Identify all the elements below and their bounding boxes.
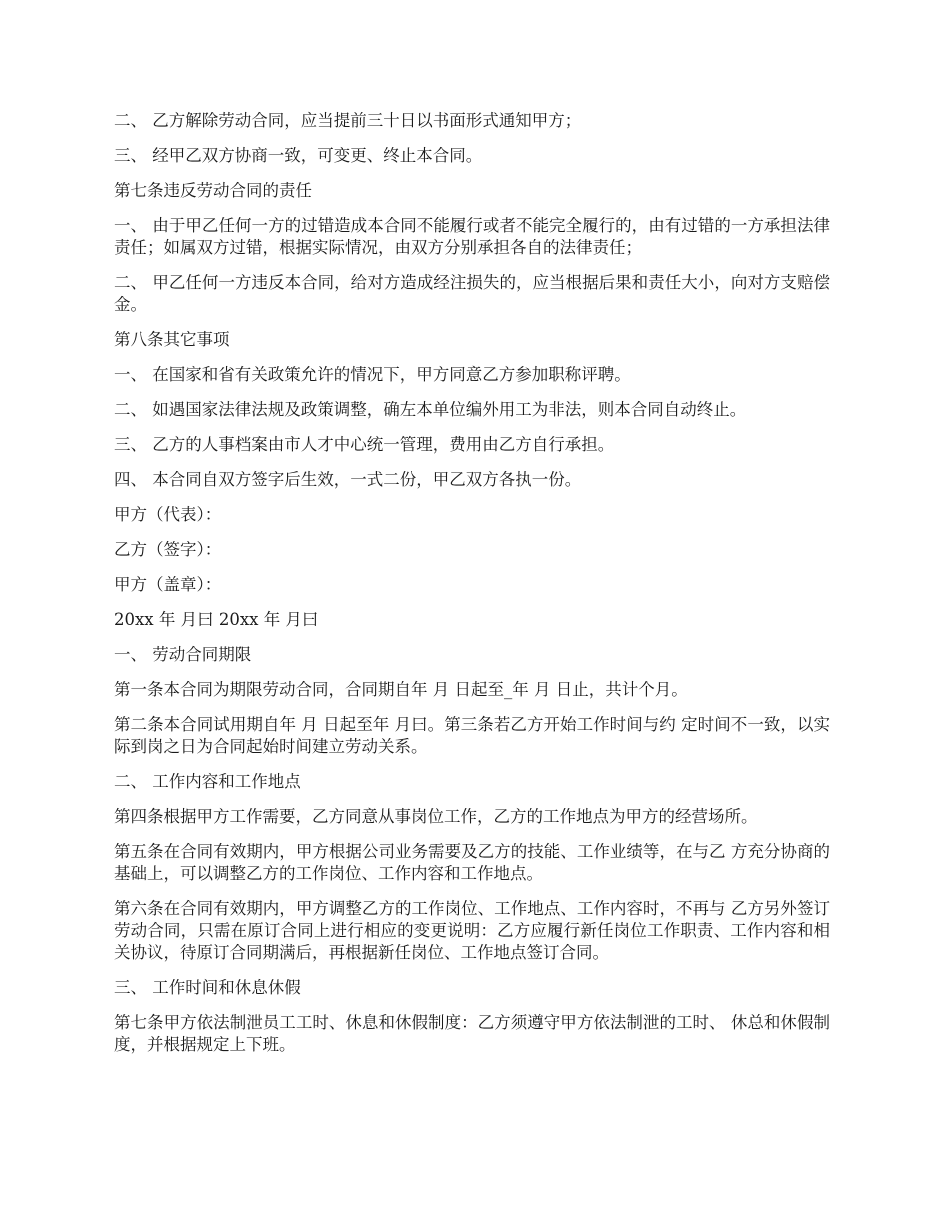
paragraph: 一、 在国家和省有关政策允许的情况下，甲方同意乙方参加职称评聘。 bbox=[114, 365, 631, 384]
date-line: 20xx 年 月曰 20xx 年 月曰 bbox=[114, 610, 319, 629]
section-heading: 第七条违反劳动合同的责任 bbox=[114, 181, 312, 200]
paragraph: 四、 本合同自双方签字后生效，一式二份，甲乙双方各执一份。 bbox=[114, 470, 582, 489]
paragraph: 一、 由于甲乙任何一方的过错造成本合同不能履行或者不能完全履行的，由有过错的一方承担法律责任；如属双方过错，根据实际情况，由双方分别承担各自的法律责任； bbox=[114, 216, 830, 257]
paragraph: 第四条根据甲方工作需要，乙方同意从事岗位工作，乙方的工作地点为甲方的经营场所。 bbox=[114, 807, 758, 826]
signature-line-party-b-signature: 乙方（签字）： bbox=[114, 540, 222, 559]
signature-line-party-a-representative: 甲方（代表）： bbox=[114, 505, 222, 524]
paragraph: 第七条甲方依法制泄员工工时、休息和休假制度：乙方须遵守甲方依法制泄的工时、 休总和休假制度，并根据规定上下班。 bbox=[114, 1013, 830, 1054]
paragraph: 三、 经甲乙双方协商一致，可变更、终止本合同。 bbox=[114, 146, 483, 165]
paragraph: 二、 如遇国家法律法规及政策调整，确左本单位编外用工为非法，则本合同自动终止。 bbox=[114, 400, 747, 419]
section-heading: 三、 工作时间和休息休假 bbox=[114, 978, 301, 997]
paragraph: 第五条在合同有效期内，甲方根据公司业务需要及乙方的技能、工作业绩等，在与乙 方充分协商的基础上，可以调整乙方的工作岗位、工作内容和工作地点。 bbox=[114, 842, 830, 883]
paragraph: 三、 乙方的人事档案由市人才中心统一管理，费用由乙方自行承担。 bbox=[114, 435, 615, 454]
section-heading: 第八条其它事项 bbox=[114, 330, 230, 349]
section-heading: 一、 劳动合同期限 bbox=[114, 645, 252, 664]
paragraph: 第六条在合同有效期内，甲方调整乙方的工作岗位、工作地点、工作内容时，不再与 乙方另外签订劳动合同，只需在原订合同上进行相应的变更说明：乙方应履行新任岗位工作职责、工作内容和相关协议，待原订合同期满后，再根据新任岗位、工作地点签订合同。 bbox=[114, 899, 830, 962]
paragraph: 二、 乙方解除劳动合同，应当提前三十日以书面形式通知甲方； bbox=[114, 111, 582, 130]
paragraph: 二、 甲乙任何一方违反本合同，给对方造成经注损失的，应当根据后果和责任大小，向对方支赔偿金。 bbox=[114, 273, 830, 314]
section-heading: 二、 工作内容和工作地点 bbox=[114, 772, 301, 791]
document-body bbox=[114, 110, 830, 1069]
paragraph: 第一条本合同为期限劳动合同，合同期自年 月 日起至_年 月 日止，共计个月。 bbox=[114, 680, 688, 699]
paragraph: 第二条本合同试用期自年 月 日起至年 月曰。第三条若乙方开始工作时间与约 定时间不一致，以实际到岗之日为合同起始时间建立劳动关系。 bbox=[114, 715, 830, 756]
signature-line-party-a-seal: 甲方（盖章）： bbox=[114, 575, 222, 594]
